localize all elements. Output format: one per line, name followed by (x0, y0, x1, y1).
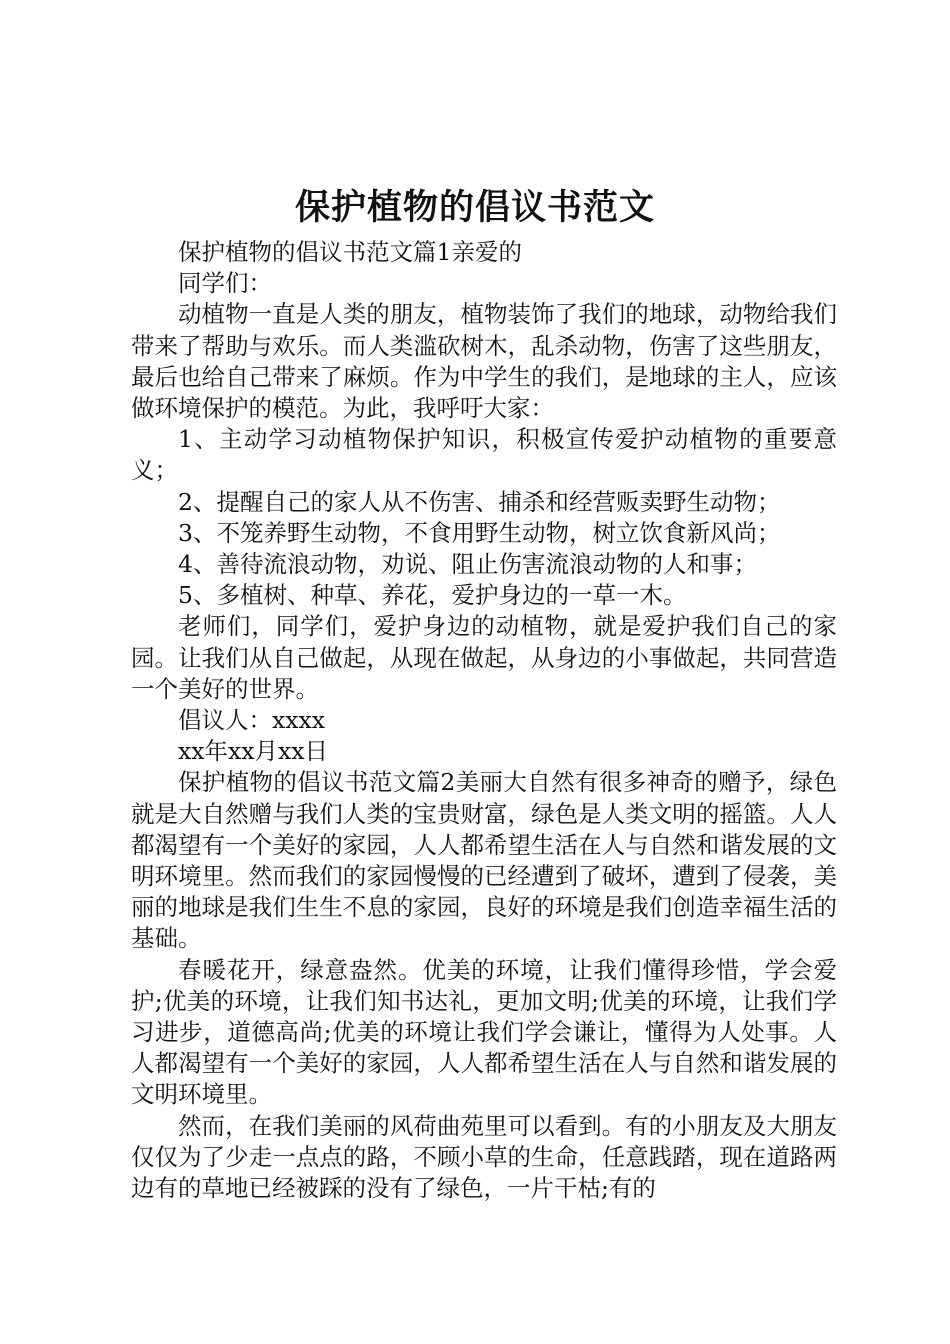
paragraph: 4、善待流浪动物，劝说、阻止伤害流浪动物的人和事； (178, 550, 757, 579)
paragraph: 1、主动学习动植物保护知识，积极宣传爱护动植物的重要意义； (131, 425, 837, 485)
document-body (131, 237, 837, 1204)
paragraph: 同学们： (178, 269, 272, 298)
paragraph: 春暖花开，绿意盎然。优美的环境，让我们懂得珍惜，学会爱护;优美的环境，让我们知书达礼，更加文明;优美的环境，让我们学习进步，道德高尚;优美的环境让我们学会谦让，懂得为人处事。人人都渴望有一个美好的家园，人人都希望生活在人与自然和谐发展的文明环境里。 (131, 955, 837, 1109)
paragraph: 然而，在我们美丽的风荷曲苑里可以看到。有的小朋友及大朋友仅仅为了少走一点点的路，不顾小草的生命，任意践踏，现在道路两边有的草地已经被踩的没有了绿色，一片干枯;有的 (131, 1111, 837, 1203)
paragraph: xx年xx月xx日 (178, 737, 329, 766)
paragraph: 2、提醒自己的家人从不伤害、捕杀和经营贩卖野生动物； (178, 487, 781, 516)
paragraph: 倡议人：xxxx (178, 706, 326, 735)
paragraph: 老师们，同学们，爱护身边的动植物，就是爱护我们自己的家园。让我们从自己做起，从现在做起，从身边的小事做起，共同营造一个美好的世界。 (131, 612, 837, 703)
paragraph: 5、多植树、种草、养花，爱护身边的一草一木。 (178, 581, 687, 610)
paragraph: 动植物一直是人类的朋友，植物装饰了我们的地球，动物给我们带来了帮助与欢乐。而人类滥砍树木，乱杀动物，伤害了这些朋友，最后也给自己带来了麻烦。作为中学生的我们，是地球的主人，应该做环境保护的模范。为此，我呼吁大家： (131, 300, 837, 423)
paragraph: 保护植物的倡议书范文篇1亲爱的 (178, 238, 522, 266)
paragraph: 保护植物的倡议书范文篇2美丽大自然有很多神奇的赠予，绿色就是大自然赠与我们人类的宝贵财富，绿色是人类文明的摇篮。人人都渴望有一个美好的家园，人人都希望生活在人与自然和谐发展的文明环境里。然而我们的家园慢慢的已经遭到了破坏，遭到了侵袭，美丽的地球是我们生生不息的家园，良好的环境是我们创造幸福生活的基础。 (131, 768, 837, 953)
paragraph: 3、不笼养野生动物，不食用野生动物，树立饮食新风尚； (178, 518, 781, 547)
document-title: 保护植物的倡议书范文 (294, 188, 655, 228)
